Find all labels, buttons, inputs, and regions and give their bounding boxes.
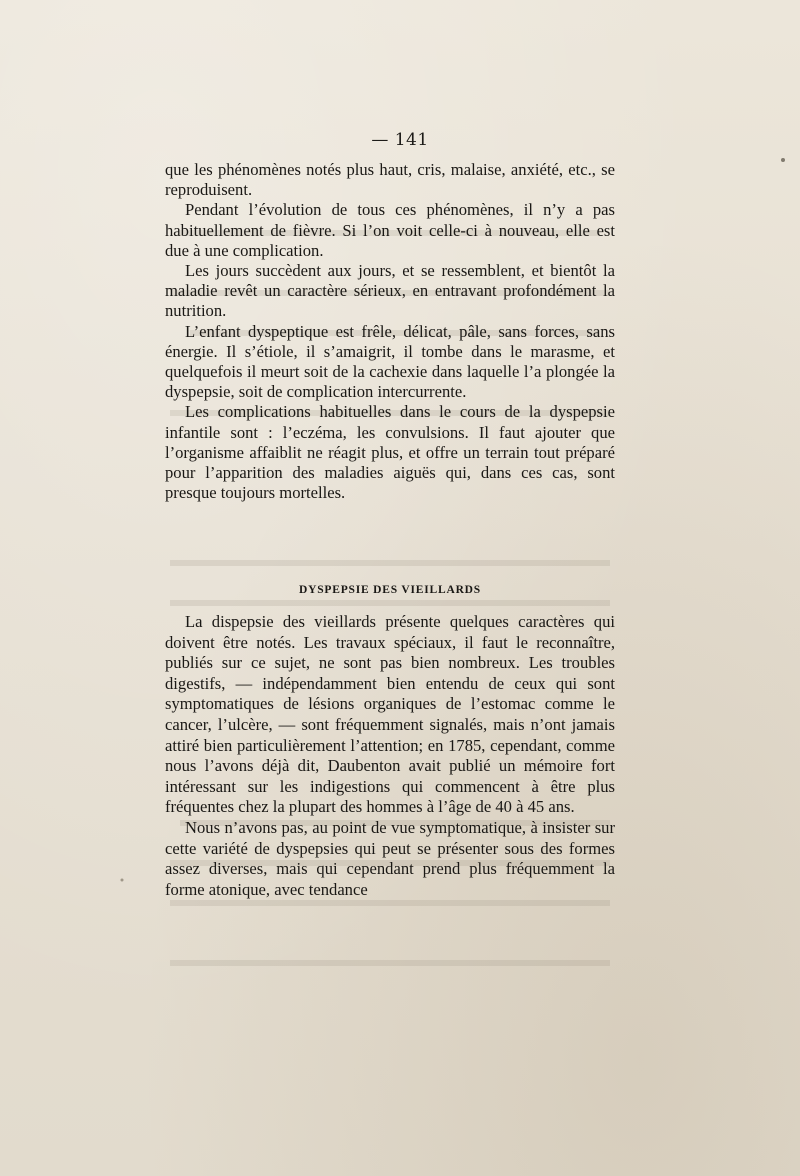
paragraph: que les phénomènes notés plus haut, cris, malaise, anxiété, etc., se reproduisent.: [165, 160, 615, 200]
paragraph: Pendant l’évolution de tous ces phénomènes, il n’y a pas habituellement de fièvre. Si l’on voit celle-ci à nouveau, elle est due à une complication.: [165, 200, 615, 260]
paragraph: L’enfant dyspeptique est frêle, délicat, pâle, sans forces, sans énergie. Il s’étiole, il s’amaigrit, il tombe dans le marasme, et quelquefois il meurt soit de la cachexie dans laquelle l’a plongée la dyspepsie, soit de complication intercurrente.: [165, 321, 615, 402]
body-text-top: [165, 160, 615, 503]
paragraph: La dispepsie des vieillards présente quelques caractères qui doivent être notés. Les travaux spéciaux, il faut le reconnaître, publiés sur ce sujet, ne sont pas bien nombreux. Les troubles digestifs, — indépendamment bien entendu de ceux qui sont symptomatiques de lésions organiques de l’estomac comme le cancer, l’ulcère, — sont fréquemment signalés, mais n’ont jamais attiré bien particulièrement l’attention; en 1785, cependant, comme nous l’avons déjà dit, Daubenton avait publié un mémoire fort intéressant sur les indigestions qui commencent à être plus fréquentes chez la plupart des hommes à l’âge de 40 à 45 ans.: [165, 612, 615, 817]
section-heading: DYSPEPSIE DES VIEILLARDS: [299, 584, 481, 596]
body-text-bottom: [165, 612, 615, 900]
paragraph: Nous n’avons pas, au point de vue symptomatique, à insister sur cette variété de dyspepsies qui peut se présenter sous des formes assez diverses, mais qui cependant prend plus fréquemment la forme atonique, avec tendance: [165, 817, 615, 899]
paragraph: Les jours succèdent aux jours, et se ressemblent, et bientôt la maladie revêt un caractère sérieux, en entravant profondément la nutrition.: [165, 261, 615, 321]
paragraph: Les complications habituelles dans le cours de la dyspepsie infantile sont : l’eczéma, les convulsions. Il faut ajouter que l’organisme affaiblit ne réagit plus, et offre un terrain tout préparé pour l’apparition des maladies aiguës qui, dans ces cas, sont presque toujours mortelles.: [165, 402, 615, 503]
page-number: — 141: [371, 130, 429, 150]
